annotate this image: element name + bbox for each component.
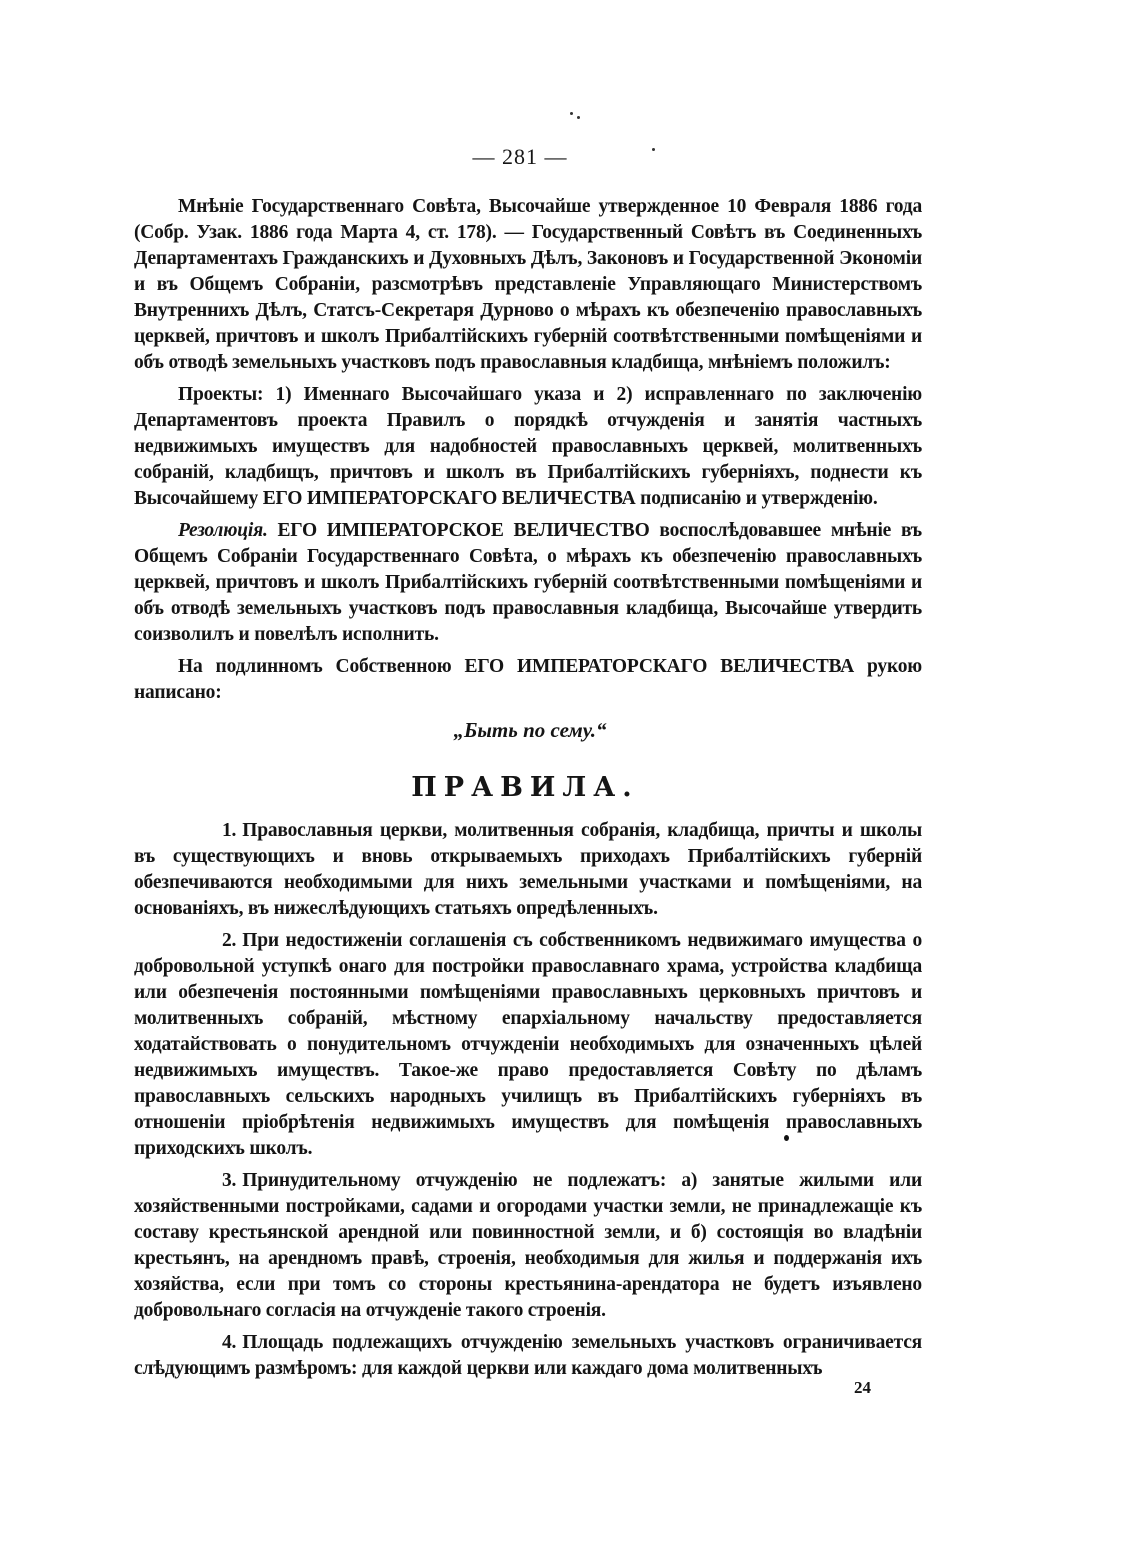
rule-number: 2. bbox=[222, 930, 237, 951]
intro-section bbox=[134, 194, 922, 712]
ink-speck bbox=[577, 116, 580, 119]
resolution-text: ЕГО ИМПЕРАТОРСКОЕ ВЕЛИЧЕСТВО воспослѣдовавшее мнѣніе въ Общемъ Собраніи Государственнаго Совѣта, о мѣрахъ къ обезпеченію православныхъ церквей, причтовъ и школъ Прибалтійскихъ губерній соотвѣтственными помѣщеніями и объ отводѣ земельныхъ участковъ подъ православныя кладбища, Высочайше утвердить соизволилъ и повелѣлъ исполнить. bbox=[134, 520, 922, 645]
rule-text: При недостиженіи соглашенія съ собственникомъ недвижимаго имущества о добровольной уступкѣ онаго для постройки православнаго храма, устройства кладбища или обезпеченія постоянными помѣщеніями православныхъ церковныхъ причтовъ и молитвенныхъ собраній, мѣстному епархіальному начальству предоставляется ходатайствовать о понудительномъ отчужденіи необходимыхъ для означенныхъ цѣлей недвижимыхъ имуществъ. Такое-же право предоставляется Совѣту по дѣламъ православныхъ сельскихъ народныхъ училищъ въ Прибалтійскихъ губерніяхъ въ отношеніи пріобрѣтенія недвижимыхъ имуществъ для помѣщенія православныхъ приходскихъ школъ. bbox=[134, 930, 922, 1159]
rule-number: 3. bbox=[222, 1170, 237, 1191]
intro-paragraph: Мнѣніе Государственнаго Совѣта, Высочайше утвержденное 10 Февраля 1886 года (Собр. Узак. 1886 года Марта 4, ст. 178). — Государственный Совѣтъ въ Соединенныхъ Департаментахъ Гражданскихъ и Духовныхъ Дѣлъ, Законовъ и Государственной Экономіи и въ Общемъ Собраніи, разсмотрѣвъ представленіе Управляющаго Министерствомъ Внутреннихъ Дѣлъ, Статсъ-Секретаря Дурново о мѣрахъ къ обезпеченію православныхъ церквей, причтовъ и школъ Прибалтійскихъ губерній соотвѣтственными помѣщеніями и объ отводѣ земельныхъ участковъ подъ православныя кладбища, мнѣніемъ положилъ: bbox=[134, 196, 922, 373]
printer-signature-mark: 24 bbox=[854, 1378, 871, 1397]
rule-text: Площадь подлежащихъ отчужденію земельныхъ участковъ ограничивается слѣдующимъ размѣромъ: для каждой церкви или каждаго дома молитвенныхъ bbox=[134, 1332, 922, 1379]
rule-item bbox=[134, 1168, 922, 1324]
resolution-paragraph bbox=[134, 518, 922, 648]
rule-number: 1. bbox=[222, 820, 237, 841]
rule-number: 4. bbox=[222, 1332, 237, 1353]
rule-item bbox=[134, 928, 922, 1162]
rule-item bbox=[134, 818, 922, 922]
rule-text: Принудительному отчужденію не подлежатъ: а) занятые жилыми или хозяйственными постройками, садами и огородами участки земли, не принадлежащіе къ составу крестьянской арендной или повинностной земли, и б) состоящія во владѣніи крестьянъ, на арендномъ правѣ, строенія, необходимыя для жилья и поддержанія ихъ хозяйства, если при томъ со стороны крестьянина-арендатора не будетъ изъявлено добровольнаго согласія на отчужденіе такого строенія. bbox=[134, 1170, 922, 1321]
rules-section bbox=[134, 818, 922, 1388]
page-number: — 281 — bbox=[472, 144, 568, 169]
rule-text: Православныя церкви, молитвенныя собранія, кладбища, причты и школы въ существующихъ и вновь открываемыхъ приходахъ Прибалтійскихъ губерній обезпечиваются необходимыми для нихъ земельными участками и помѣщеніями, на основаніяхъ, въ нижеслѣдующихъ статьяхъ опредѣленныхъ. bbox=[134, 820, 922, 919]
resolution-label: Резолюція. bbox=[178, 520, 268, 541]
projects-paragraph: Проекты: 1) Именнаго Высочайшаго указа и 2) исправленнаго по заключенію Департаментовъ проекта Правилъ о порядкѣ отчужденія и занятія частныхъ недвижимыхъ имуществъ для надобностей православныхъ церквей, молитвенныхъ собраній, кладбищъ, причтовъ и школъ въ Прибалтійскихъ губерніяхъ, поднести къ Высочайшему ЕГО ИМПЕРАТОРСКАГО ВЕЛИЧЕСТВА подписанію и утвержденію. bbox=[134, 384, 922, 509]
rules-title: ПРАВИЛА. bbox=[411, 772, 639, 803]
ink-speck bbox=[570, 112, 573, 115]
imperial-signature-text: „Быть по сему.“ bbox=[453, 718, 607, 742]
rule-item bbox=[134, 1330, 922, 1382]
signed-note-paragraph: На подлинномъ Собственною ЕГО ИМПЕРАТОРСКАГО ВЕЛИЧЕСТВА рукою написано: bbox=[134, 656, 922, 703]
